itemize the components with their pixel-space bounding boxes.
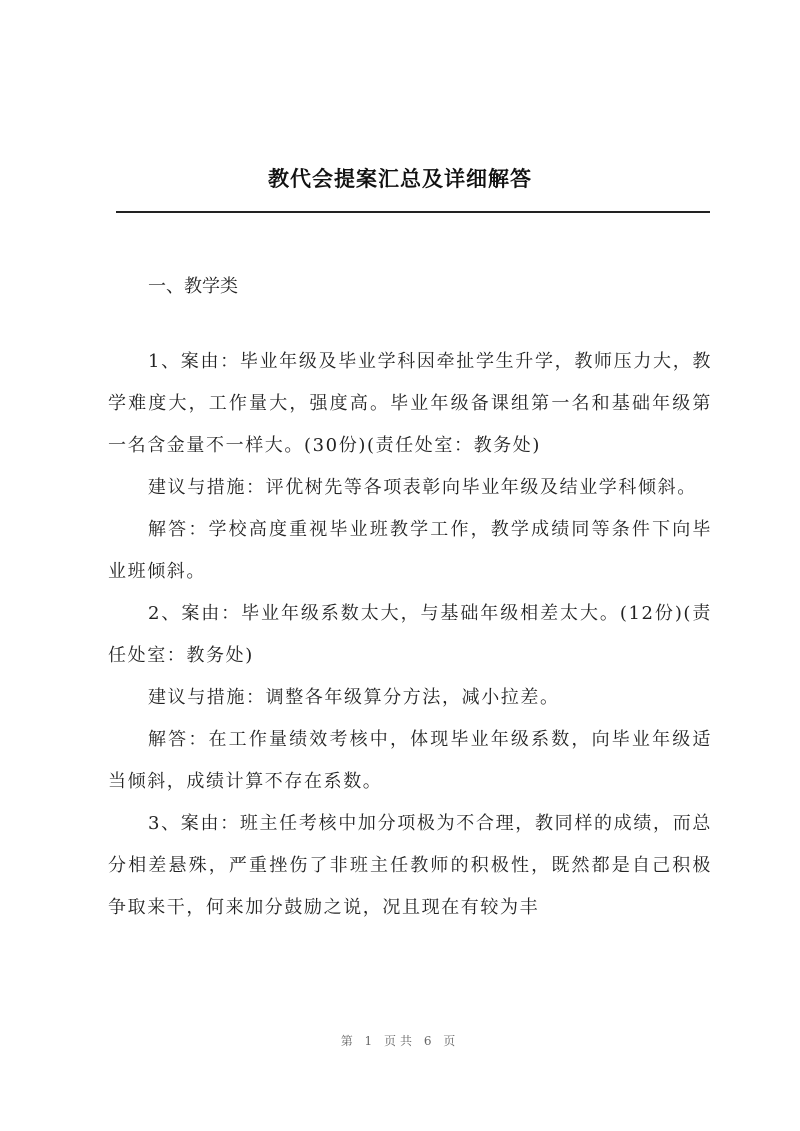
document-title: 教代会提案汇总及详细解答	[268, 166, 532, 191]
title-divider	[116, 211, 710, 213]
section-heading: 一、教学类	[148, 276, 238, 297]
paragraph-answer-1: 解答：学校高度重视毕业班教学工作，教学成绩同等条件下向毕业班倾斜。	[108, 519, 712, 582]
paragraph-case-3: 3、案由：班主任考核中加分项极为不合理，教同样的成绩，而总分相差悬殊，严重挫伤了非班主任教师的积极性，既然都是自己积极争取来干，何来加分鼓励之说，况且现在有较为丰	[108, 813, 712, 918]
paragraph-answer-2: 解答：在工作量绩效考核中，体现毕业年级系数，向毕业年级适当倾斜，成绩计算不存在系数。	[108, 729, 712, 792]
paragraph-suggestion-1: 建议与措施：评优树先等各项表彰向毕业年级及结业学科倾斜。	[148, 477, 697, 498]
paragraph-case-2: 2、案由：毕业年级系数太大，与基础年级相差太大。(12份)(责任处室：教务处)	[108, 603, 712, 666]
page-number-footer: 第 1 页共 6 页	[340, 1034, 460, 1048]
paragraph-case-1: 1、案由：毕业年级及毕业学科因牵扯学生升学，教师压力大，教学难度大，工作量大，强度高。毕业年级备课组第一名和基础年级第一名含金量不一样大。(30份)(责任处室：教务处)	[108, 351, 712, 456]
paragraph-suggestion-2: 建议与措施：调整各年级算分方法，减小拉差。	[148, 687, 560, 708]
document-body	[108, 268, 712, 929]
